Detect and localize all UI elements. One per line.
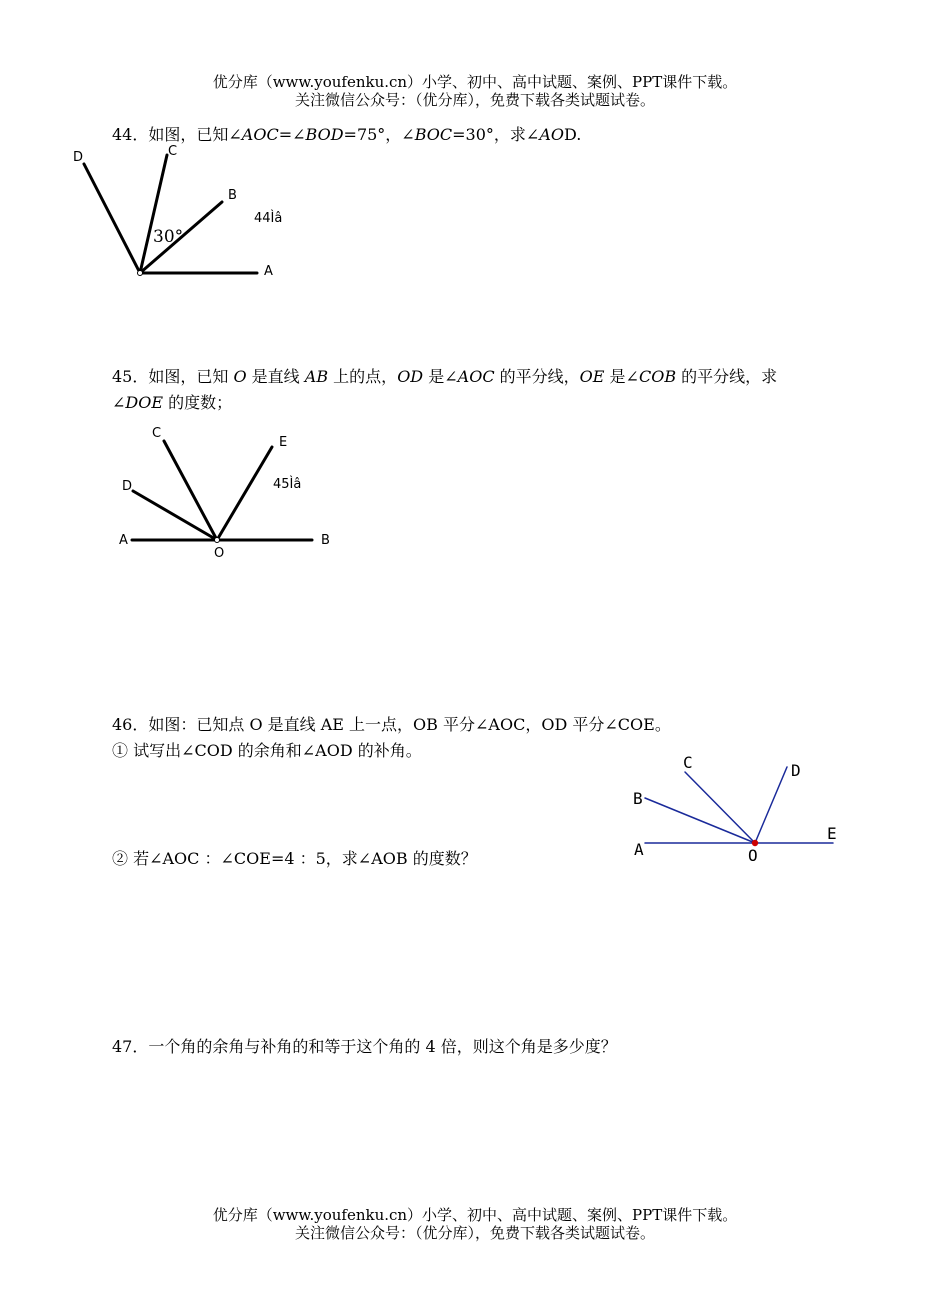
figure-46 (625, 750, 850, 870)
label-d: D (122, 479, 133, 494)
page-header (0, 73, 950, 109)
label-c: C (683, 753, 693, 772)
label-b: B (633, 789, 643, 808)
question-47-text: 47．一个角的余角与补角的和等于这个角的 4 倍，则这个角是多少度？ (112, 1037, 617, 1056)
header-line-1: 优分库（www.youfenku.cn）小学、初中、高中试题、案例、PPT课件下载。 (212, 73, 738, 91)
label-e: E (827, 824, 837, 843)
ray-oc (140, 155, 167, 273)
label-b: B (228, 188, 237, 203)
label-o: O (214, 546, 225, 561)
label-d: D (791, 761, 801, 780)
label-e: E (279, 435, 288, 450)
angle-label-30: 30° (153, 227, 184, 247)
label-c: C (168, 144, 178, 159)
figure-caption: 45Ìâ (273, 477, 302, 492)
label-c: C (152, 426, 162, 441)
label-a: A (634, 840, 644, 859)
vertex-o (138, 271, 143, 276)
question-46-line-1: 46．如图：已知点 O 是直线 AE 上一点，OB 平分∠AOC，OD 平分∠COE。 (112, 715, 671, 734)
header-line-2: 关注微信公众号：（优分库），免费下载各类试题试卷。 (294, 91, 655, 109)
footer-line-1: 优分库（www.youfenku.cn）小学、初中、高中试题、案例、PPT课件下载。 (212, 1206, 738, 1224)
label-a: A (119, 533, 128, 548)
label-b: B (321, 533, 330, 548)
ray-oe (217, 447, 272, 540)
footer-line-2: 关注微信公众号：（优分库），免费下载各类试题试卷。 (294, 1224, 655, 1242)
ray-od (755, 767, 787, 843)
vertex-o (215, 538, 220, 543)
ray-oc (685, 772, 755, 843)
page-footer (0, 1206, 950, 1242)
ray-ob (645, 798, 755, 843)
figure-caption: 44Ìâ (254, 211, 283, 226)
ray-od (84, 164, 140, 273)
question-46-line-2: ① 试写出∠COD 的余角和∠AOD 的补角。 (112, 741, 422, 760)
question-45-text: 45．如图，已知 O 是直线 AB 上的点，OD 是∠AOC 的平分线，OE 是∠COB 的平分线，求 ∠DOE 的度数； (112, 367, 778, 412)
label-o: O (748, 846, 758, 865)
figure-44 (60, 140, 320, 290)
label-d: D (73, 150, 84, 165)
question-44-text: 44．如图，已知∠AOC=∠BOD=75°，∠BOC=30°，求∠AOD. (112, 125, 582, 144)
figure-45 (110, 420, 350, 570)
label-a: A (264, 264, 273, 279)
question-46-line-3: ② 若∠AOC ：∠COE=4 ：5，求∠AOB 的度数？ (112, 849, 477, 868)
